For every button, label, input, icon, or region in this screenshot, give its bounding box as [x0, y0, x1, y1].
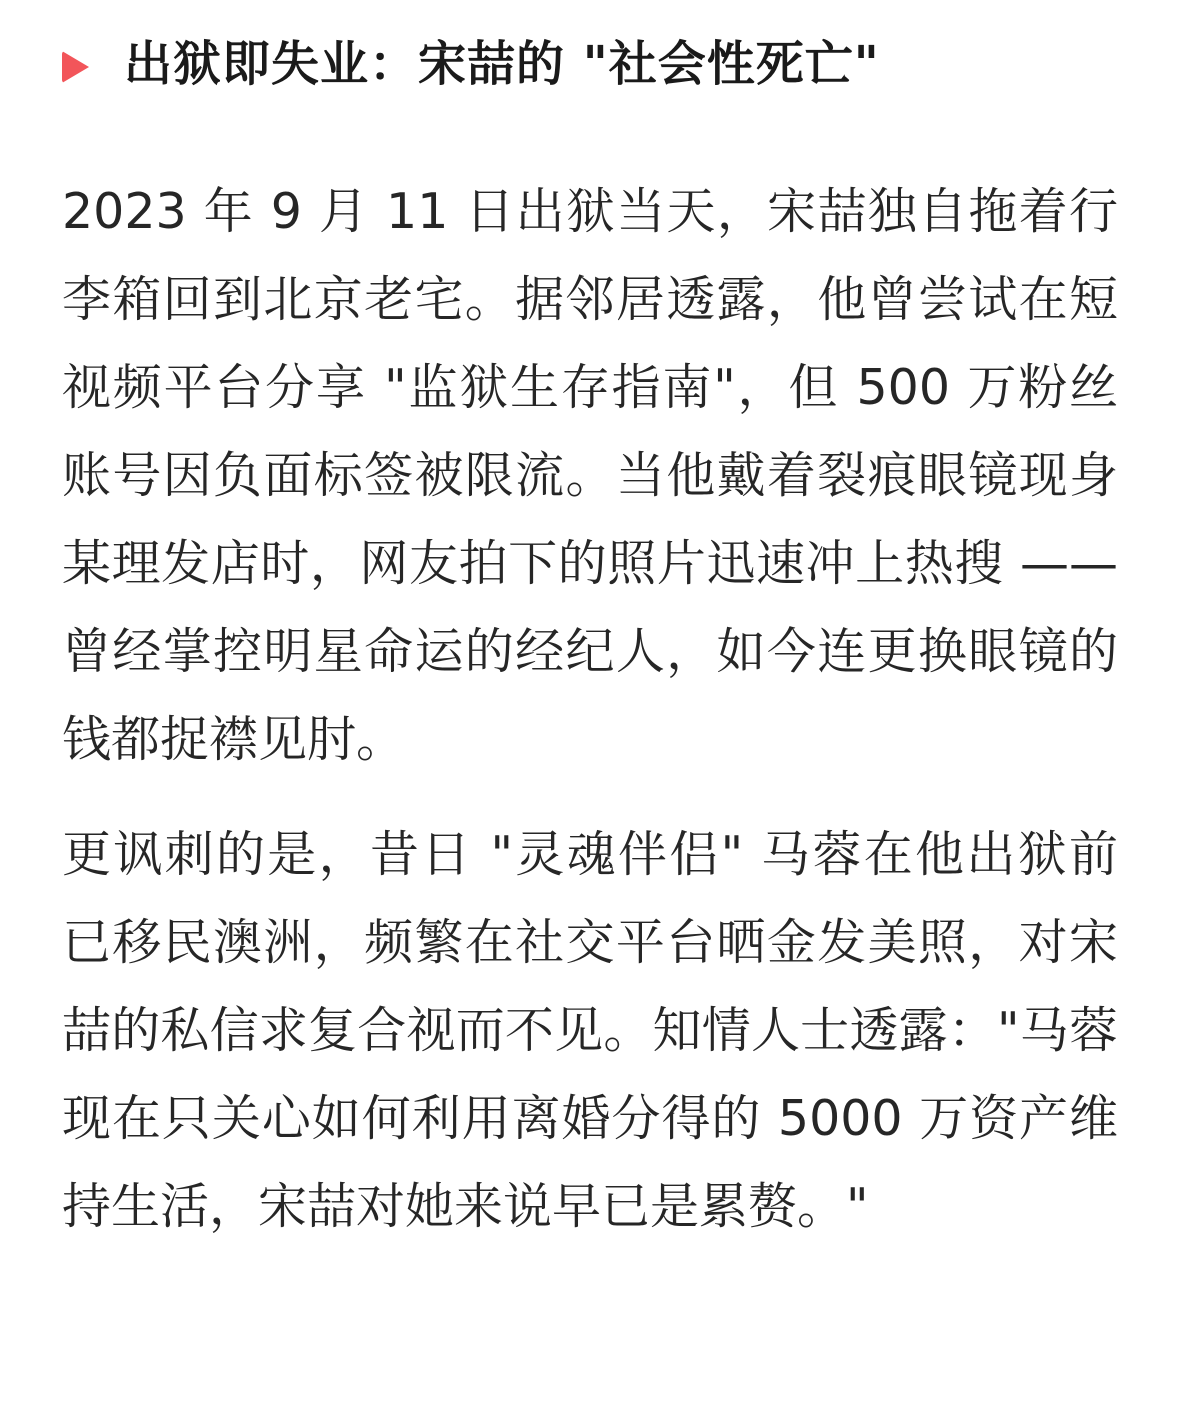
article-paragraph-2: 更讽刺的是，昔日 "灵魂伴侣" 马蓉在他出狱前已移民澳洲，频繁在社交平台晒金发美照，对宋喆的私信求复合视而不见。知情人士透露："马蓉现在只关心如何利用离婚分得的 5000 万资产维持生活，宋喆对她来说早已是累赘。": [62, 826, 1118, 1235]
section-heading: [0, 22, 1179, 112]
play-triangle-icon: [62, 51, 89, 83]
article-paragraph-1: 2023 年 9 月 11 日出狱当天，宋喆独自拖着行李箱回到北京老宅。据邻居透露，他曾尝试在短视频平台分享 "监狱生存指南"，但 500 万粉丝账号因负面标签被限流。当他戴着裂痕眼镜现身某理发店时，网友拍下的照片迅速冲上热搜 —— 曾经掌控明星命运的经纪人，如今连更换眼镜的钱都捉襟见肘。: [62, 183, 1118, 768]
section-title: 出狱即失业：宋喆的 "社会性死亡": [124, 36, 880, 92]
